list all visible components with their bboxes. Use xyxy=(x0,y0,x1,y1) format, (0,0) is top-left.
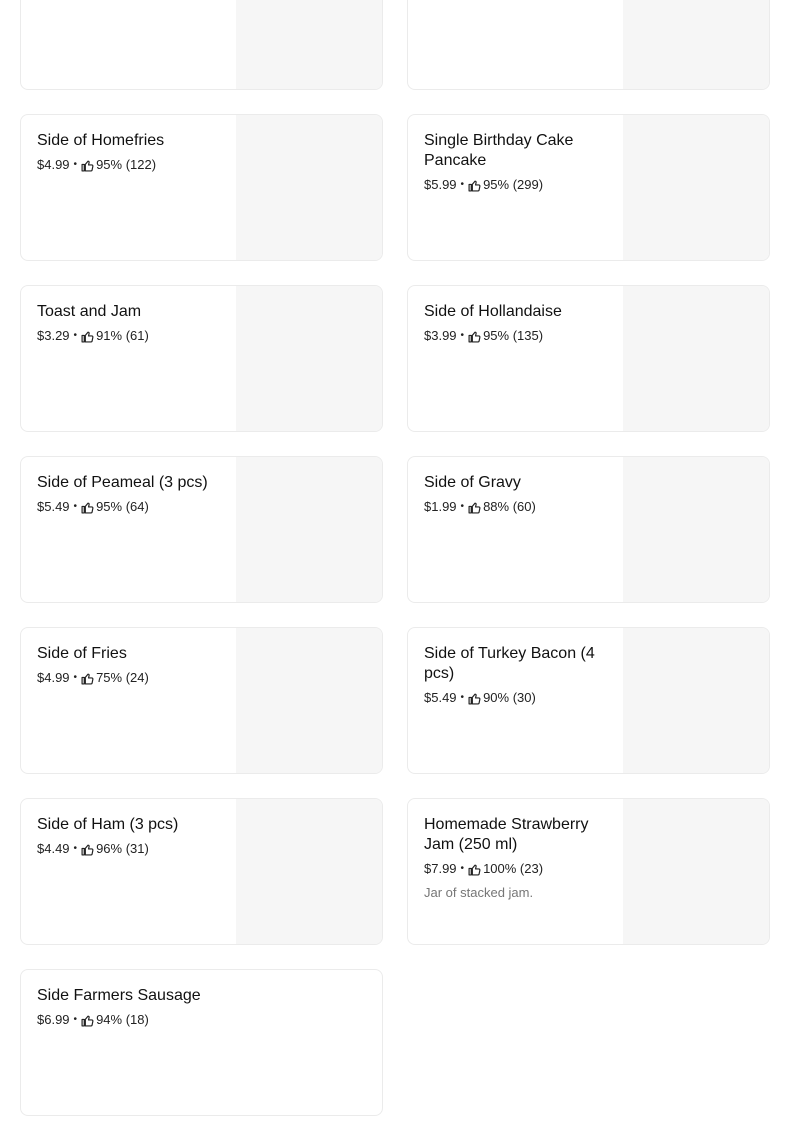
menu-item-meta xyxy=(37,156,227,174)
menu-item-meta xyxy=(424,176,614,194)
separator-dot: • xyxy=(73,330,78,341)
menu-item-info xyxy=(424,131,614,194)
menu-item-price: $6.99 xyxy=(37,1012,70,1027)
menu-item-card[interactable] xyxy=(407,114,770,261)
menu-item-image xyxy=(236,628,382,773)
menu-item-card[interactable] xyxy=(20,969,383,1116)
menu-item-card-partial[interactable] xyxy=(407,0,770,90)
menu-item-card[interactable] xyxy=(407,627,770,774)
menu-item-image xyxy=(623,799,769,944)
menu-item-image xyxy=(623,0,769,89)
menu-item-rating: 95% (122) xyxy=(96,157,157,172)
separator-dot: • xyxy=(73,501,78,512)
menu-item-image xyxy=(236,457,382,602)
menu-item-name: Side of Peameal (3 pcs) xyxy=(37,474,208,491)
menu-item-meta xyxy=(37,498,227,516)
thumbs-up-icon xyxy=(81,501,94,514)
thumbs-up-icon xyxy=(81,672,94,685)
menu-item-price: $7.99 xyxy=(424,861,457,876)
menu-item-info xyxy=(37,302,227,345)
menu-item-info xyxy=(424,644,614,707)
menu-item-price: $3.99 xyxy=(424,328,457,343)
menu-item-image xyxy=(236,115,382,260)
menu-item-name: Homemade Strawberry Jam (250 ml) xyxy=(424,816,589,853)
menu-item-price: $1.99 xyxy=(424,499,457,514)
thumbs-up-icon xyxy=(468,330,481,343)
menu-item-card[interactable] xyxy=(407,798,770,945)
menu-item-price: $5.99 xyxy=(424,177,457,192)
menu-item-info xyxy=(424,815,614,902)
menu-item-rating: 88% (60) xyxy=(483,499,536,514)
menu-item-name: Side of Fries xyxy=(37,645,127,662)
menu-item-image xyxy=(236,799,382,944)
menu-item-rating: 75% (24) xyxy=(96,670,149,685)
menu-item-rating: 95% (135) xyxy=(483,328,544,343)
thumbs-up-icon xyxy=(468,863,481,876)
separator-dot: • xyxy=(460,501,465,512)
menu-item-price: $5.49 xyxy=(37,499,70,514)
menu-item-image xyxy=(623,286,769,431)
separator-dot: • xyxy=(460,863,465,874)
menu-item-card-partial[interactable] xyxy=(20,0,383,90)
separator-dot: • xyxy=(460,179,465,190)
separator-dot: • xyxy=(73,672,78,683)
menu-item-rating: 91% (61) xyxy=(96,328,149,343)
menu-item-card[interactable] xyxy=(20,285,383,432)
thumbs-up-icon xyxy=(468,179,481,192)
thumbs-up-icon xyxy=(468,501,481,514)
menu-item-info xyxy=(424,473,614,516)
menu-item-image xyxy=(623,628,769,773)
menu-item-image xyxy=(623,115,769,260)
menu-item-card[interactable] xyxy=(20,456,383,603)
menu-item-image xyxy=(236,0,382,89)
thumbs-up-icon xyxy=(81,843,94,856)
menu-item-rating: 96% (31) xyxy=(96,841,149,856)
menu-item-image xyxy=(623,457,769,602)
menu-item-image xyxy=(236,286,382,431)
menu-item-meta xyxy=(424,860,614,878)
menu-item-name: Side of Homefries xyxy=(37,132,165,149)
thumbs-up-icon xyxy=(81,159,94,172)
menu-item-name: Side of Gravy xyxy=(424,474,521,491)
separator-dot: • xyxy=(460,330,465,341)
menu-item-card[interactable] xyxy=(20,798,383,945)
menu-item-name: Toast and Jam xyxy=(37,303,142,320)
menu-item-meta xyxy=(424,689,614,707)
menu-item-meta xyxy=(424,498,614,516)
thumbs-up-icon xyxy=(468,692,481,705)
menu-item-rating: 95% (299) xyxy=(483,177,544,192)
menu-item-rating: 94% (18) xyxy=(96,1012,149,1027)
menu-item-price: $4.99 xyxy=(37,157,70,172)
menu-item-info xyxy=(37,131,227,174)
separator-dot: • xyxy=(460,692,465,703)
menu-item-info xyxy=(37,815,227,858)
menu-item-card[interactable] xyxy=(20,627,383,774)
menu-item-card[interactable] xyxy=(20,114,383,261)
menu-item-info xyxy=(424,302,614,345)
menu-item-name: Side Farmers Sausage xyxy=(37,987,201,1004)
thumbs-up-icon xyxy=(81,330,94,343)
menu-item-name: Side of Ham (3 pcs) xyxy=(37,816,179,833)
menu-item-info xyxy=(37,986,367,1029)
menu-item-rating: 100% (23) xyxy=(483,861,544,876)
menu-item-meta xyxy=(37,840,227,858)
menu-item-price: $3.29 xyxy=(37,328,70,343)
menu-item-description: Jar of stacked jam. xyxy=(424,885,534,900)
separator-dot: • xyxy=(73,159,78,170)
menu-item-card[interactable] xyxy=(407,456,770,603)
menu-item-info xyxy=(37,644,227,687)
menu-item-meta xyxy=(37,669,227,687)
separator-dot: • xyxy=(73,1014,78,1025)
menu-item-rating: 90% (30) xyxy=(483,690,536,705)
menu-item-price: $5.49 xyxy=(424,690,457,705)
menu-item-name: Single Birthday Cake Pancake xyxy=(424,132,574,169)
menu-item-name: Side of Hollandaise xyxy=(424,303,562,320)
menu-item-card[interactable] xyxy=(407,285,770,432)
menu-item-info xyxy=(37,473,227,516)
menu-item-meta xyxy=(37,1011,367,1029)
separator-dot: • xyxy=(73,843,78,854)
menu-item-meta xyxy=(37,327,227,345)
menu-item-meta xyxy=(424,327,614,345)
menu-item-rating: 95% (64) xyxy=(96,499,149,514)
menu-item-price: $4.49 xyxy=(37,841,70,856)
menu-item-price: $4.99 xyxy=(37,670,70,685)
thumbs-up-icon xyxy=(81,1014,94,1027)
menu-item-name: Side of Turkey Bacon (4 pcs) xyxy=(424,645,595,682)
